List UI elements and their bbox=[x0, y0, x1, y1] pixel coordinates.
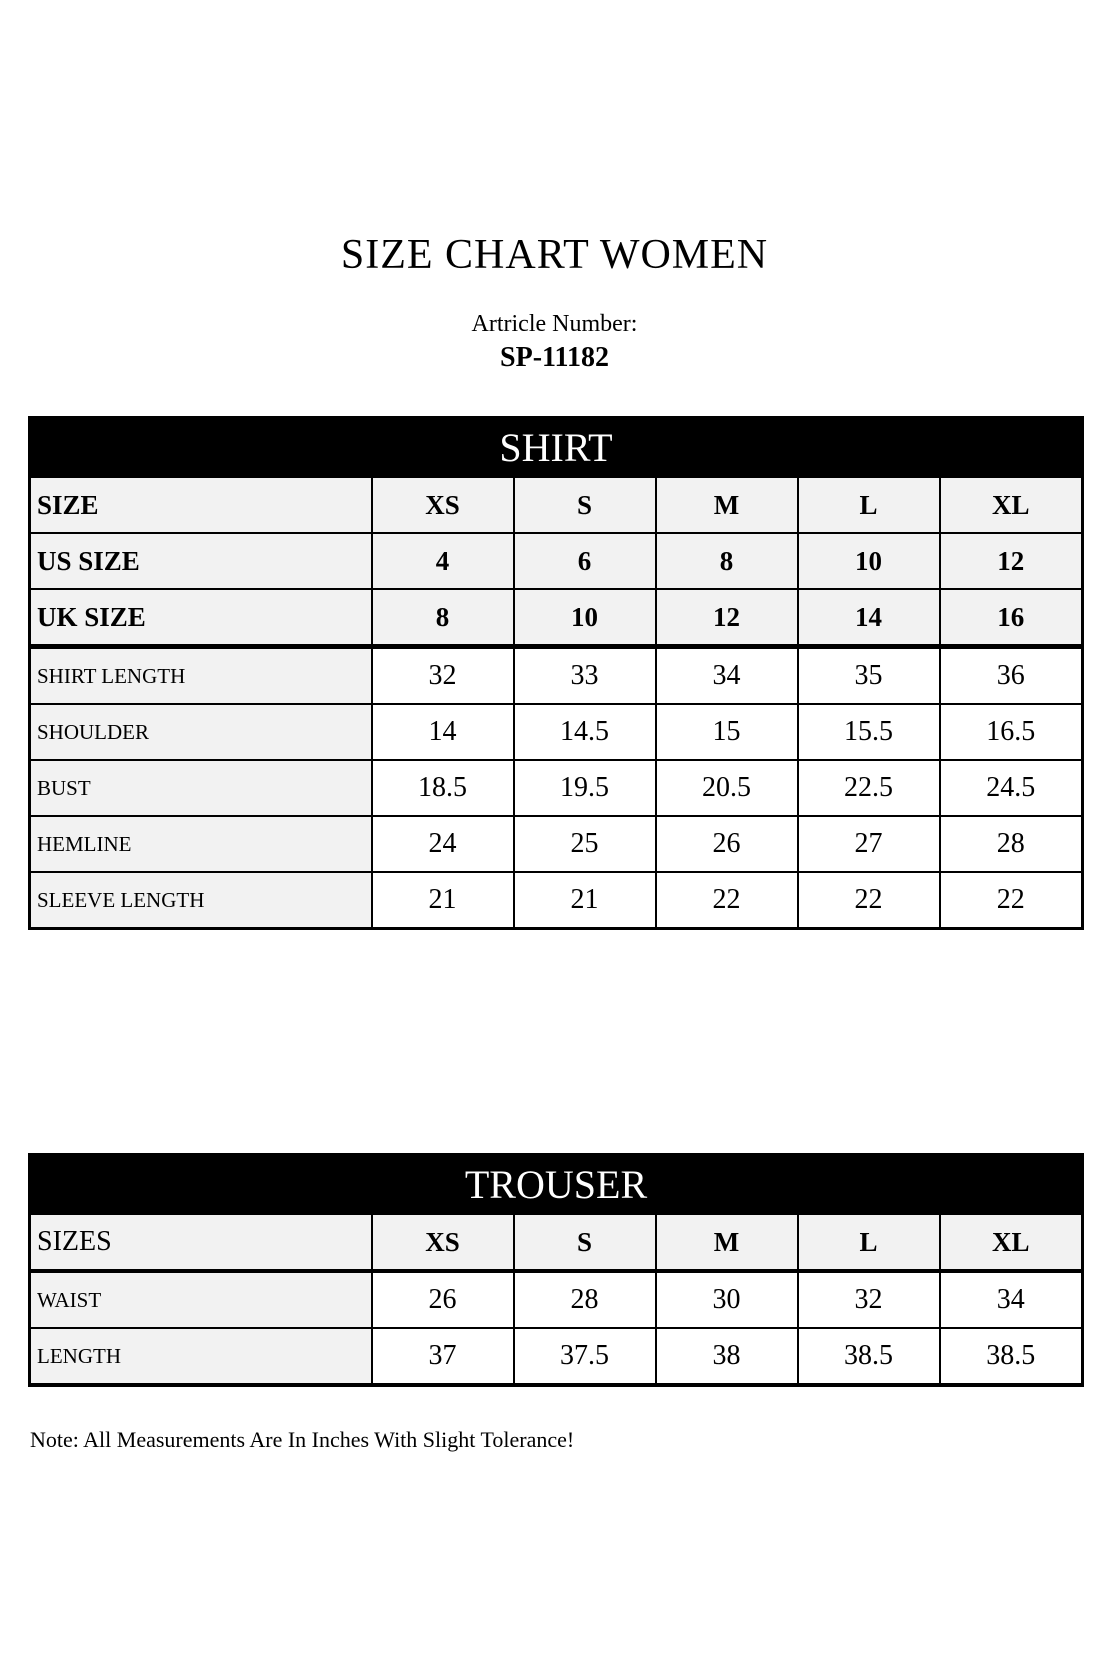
row-label: SIZES bbox=[30, 1214, 372, 1271]
shirt-table-title-band: SHIRT bbox=[30, 418, 1083, 478]
trouser-size-table bbox=[28, 1153, 1084, 1387]
trouser-sizes-header-row bbox=[30, 1214, 1083, 1271]
row-label: LENGTH bbox=[30, 1328, 372, 1385]
measurement-cell: 26 bbox=[656, 816, 798, 872]
bust-row bbox=[30, 760, 1083, 816]
measurement-cell: 16.5 bbox=[940, 704, 1083, 760]
size-value-cell: 10 bbox=[514, 589, 656, 647]
row-label: WAIST bbox=[30, 1271, 372, 1328]
size-value-cell: XL bbox=[940, 477, 1083, 533]
measurement-cell: 36 bbox=[940, 647, 1083, 705]
measurement-cell: 30 bbox=[656, 1271, 798, 1328]
row-label: SHOULDER bbox=[30, 704, 372, 760]
size-value-cell: S bbox=[514, 477, 656, 533]
shirt-size-header-row bbox=[30, 477, 1083, 533]
measurement-cell: 27 bbox=[798, 816, 940, 872]
measurement-cell: 34 bbox=[656, 647, 798, 705]
row-label: SHIRT LENGTH bbox=[30, 647, 372, 705]
measurement-cell: 37.5 bbox=[514, 1328, 656, 1385]
row-label: SLEEVE LENGTH bbox=[30, 872, 372, 929]
size-value-cell: XL bbox=[940, 1214, 1083, 1271]
page-title: SIZE CHART WOMEN bbox=[340, 232, 769, 278]
measurement-cell: 22 bbox=[798, 872, 940, 929]
size-value-cell: 16 bbox=[940, 589, 1083, 647]
size-value-cell: 4 bbox=[372, 533, 514, 589]
row-label: HEMLINE bbox=[30, 816, 372, 872]
measurement-cell: 28 bbox=[940, 816, 1083, 872]
measurement-cell: 37 bbox=[372, 1328, 514, 1385]
size-value-cell: 8 bbox=[656, 533, 798, 589]
shirt-us-size-row bbox=[30, 533, 1083, 589]
trouser-table-title-band: TROUSER bbox=[30, 1155, 1083, 1215]
measurement-cell: 22 bbox=[940, 872, 1083, 929]
measurement-cell: 18.5 bbox=[372, 760, 514, 816]
measurement-cell: 21 bbox=[514, 872, 656, 929]
measurement-cell: 19.5 bbox=[514, 760, 656, 816]
measurement-cell: 35 bbox=[798, 647, 940, 705]
measurement-cell: 22.5 bbox=[798, 760, 940, 816]
article-number-value: SP-11182 bbox=[500, 342, 609, 373]
size-value-cell: 12 bbox=[656, 589, 798, 647]
row-label: UK SIZE bbox=[30, 589, 372, 647]
measurement-cell: 25 bbox=[514, 816, 656, 872]
size-value-cell: L bbox=[798, 477, 940, 533]
size-value-cell: 12 bbox=[940, 533, 1083, 589]
measurement-cell: 33 bbox=[514, 647, 656, 705]
length-row bbox=[30, 1328, 1083, 1385]
measurement-cell: 32 bbox=[372, 647, 514, 705]
page-content bbox=[28, 0, 1081, 1452]
article-number-label: Artricle Number: bbox=[471, 311, 638, 337]
row-label: US SIZE bbox=[30, 533, 372, 589]
measurement-cell: 32 bbox=[798, 1271, 940, 1328]
size-value-cell: L bbox=[798, 1214, 940, 1271]
size-value-cell: M bbox=[656, 477, 798, 533]
measurement-cell: 24.5 bbox=[940, 760, 1083, 816]
size-value-cell: S bbox=[514, 1214, 656, 1271]
waist-row bbox=[30, 1271, 1083, 1328]
measurement-cell: 20.5 bbox=[656, 760, 798, 816]
size-value-cell: XS bbox=[372, 1214, 514, 1271]
size-value-cell: XS bbox=[372, 477, 514, 533]
measurement-cell: 26 bbox=[372, 1271, 514, 1328]
measurement-cell: 34 bbox=[940, 1271, 1083, 1328]
measurement-cell: 38.5 bbox=[940, 1328, 1083, 1385]
size-value-cell: M bbox=[656, 1214, 798, 1271]
measurement-cell: 15.5 bbox=[798, 704, 940, 760]
trouser-title-row bbox=[30, 1155, 1083, 1215]
measurement-cell: 21 bbox=[372, 872, 514, 929]
sleeve-length-row bbox=[30, 872, 1083, 929]
measurement-cell: 22 bbox=[656, 872, 798, 929]
measurement-cell: 14.5 bbox=[514, 704, 656, 760]
measurement-cell: 24 bbox=[372, 816, 514, 872]
measurement-cell: 38 bbox=[656, 1328, 798, 1385]
measurement-cell: 15 bbox=[656, 704, 798, 760]
shirt-title-row bbox=[30, 418, 1083, 478]
hemline-row bbox=[30, 816, 1083, 872]
shirt-size-table bbox=[28, 416, 1084, 930]
size-value-cell: 14 bbox=[798, 589, 940, 647]
size-value-cell: 10 bbox=[798, 533, 940, 589]
shoulder-row bbox=[30, 704, 1083, 760]
measurement-cell: 28 bbox=[514, 1271, 656, 1328]
shirt-length-row bbox=[30, 647, 1083, 705]
note-text: Note: All Measurements Are In Inches With Slight Tolerance! bbox=[30, 1427, 575, 1452]
measurement-cell: 14 bbox=[372, 704, 514, 760]
measurement-cell: 38.5 bbox=[798, 1328, 940, 1385]
size-value-cell: 8 bbox=[372, 589, 514, 647]
size-value-cell: 6 bbox=[514, 533, 656, 589]
row-label: BUST bbox=[30, 760, 372, 816]
row-label: SIZE bbox=[30, 477, 372, 533]
shirt-uk-size-row bbox=[30, 589, 1083, 647]
